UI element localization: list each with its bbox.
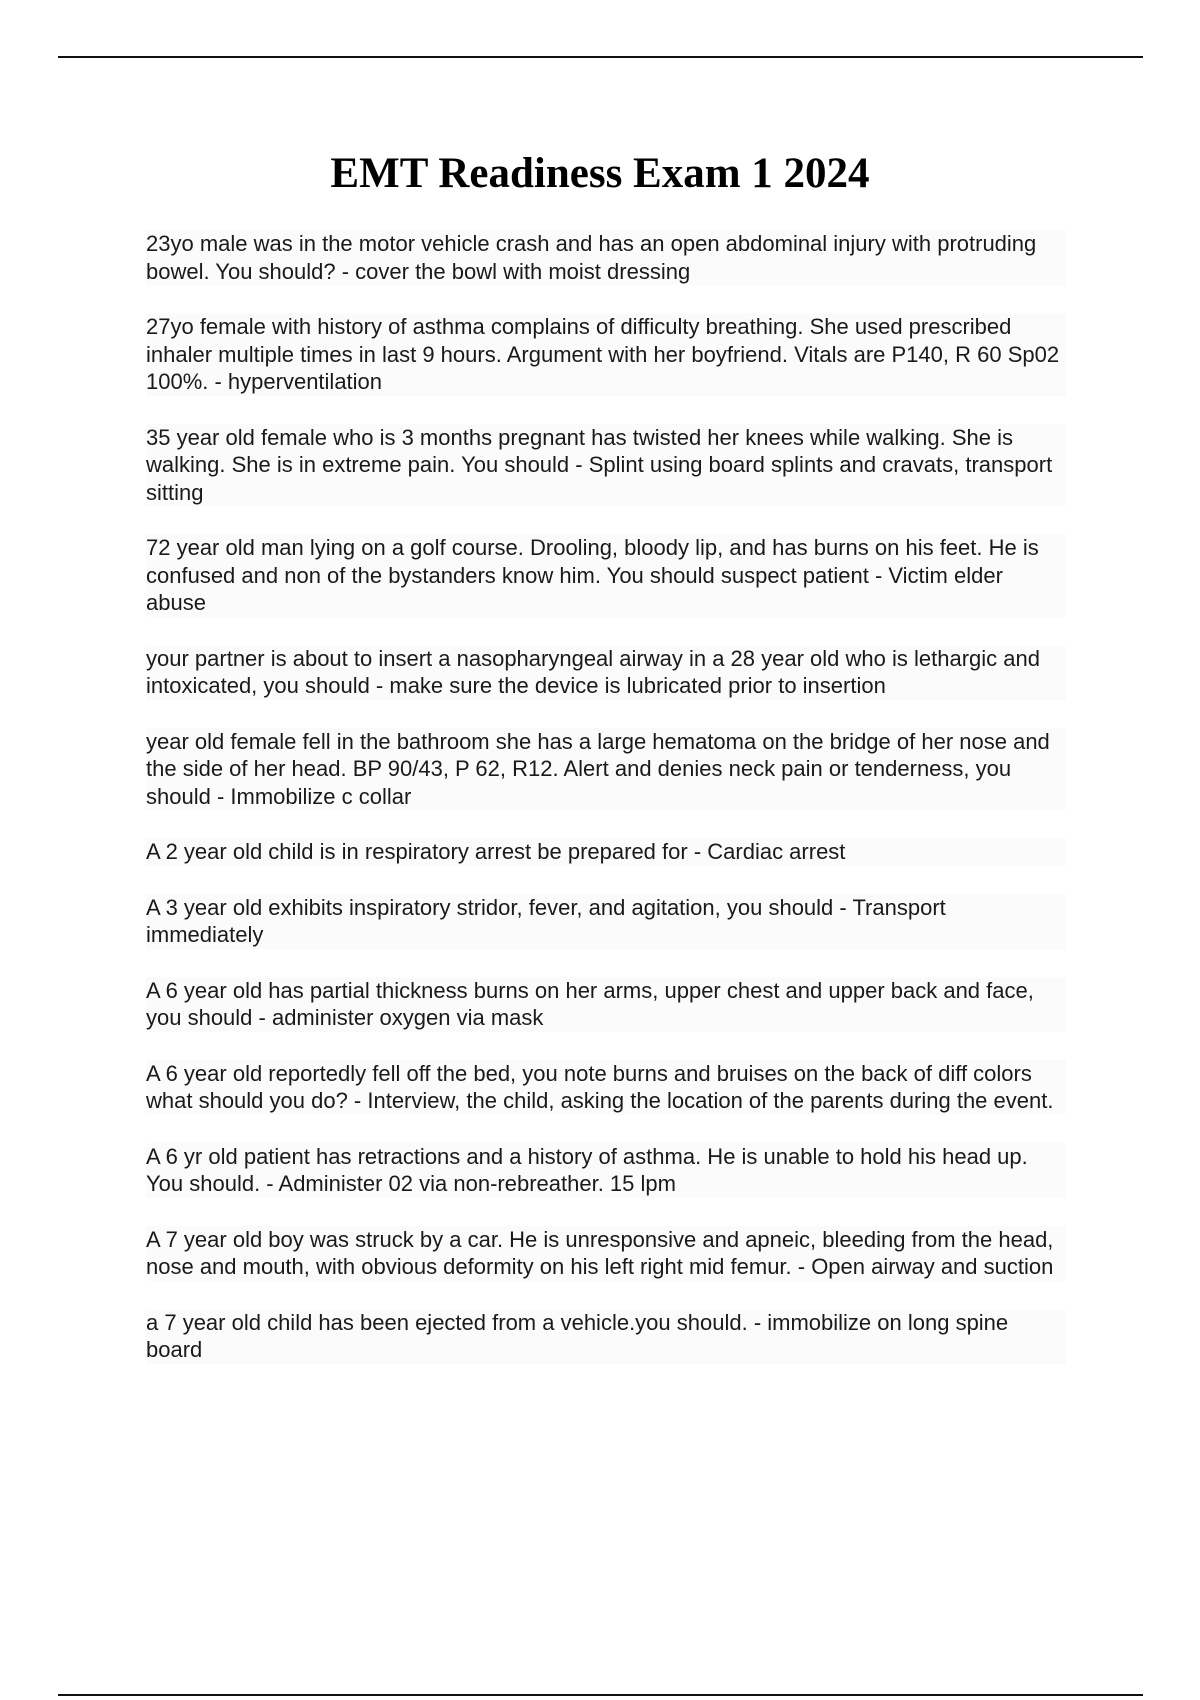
top-divider xyxy=(58,56,1143,58)
question-item: your partner is about to insert a nasopharyngeal airway in a 28 year old who is lethargic and intoxicated, you should - make sure the device is lubricated prior to insertion xyxy=(146,645,1066,700)
bottom-divider xyxy=(58,1694,1143,1696)
question-item: 27yo female with history of asthma complains of difficulty breathing. She used prescribed inhaler multiple times in last 9 hours. Argument with her boyfriend. Vitals are P140, R 60 Sp02 100%. - hyperventilation xyxy=(146,313,1066,396)
question-item: A 2 year old child is in respiratory arrest be prepared for - Cardiac arrest xyxy=(146,838,1066,866)
question-item: A 7 year old boy was struck by a car. He is unresponsive and apneic, bleeding from the head, nose and mouth, with obvious deformity on his left right mid femur. - Open airway and suction xyxy=(146,1226,1066,1281)
question-item: A 6 yr old patient has retractions and a history of asthma. He is unable to hold his head up. You should. - Administer 02 via non-rebreather. 15 lpm xyxy=(146,1143,1066,1198)
question-item: 23yo male was in the motor vehicle crash and has an open abdominal injury with protruding bowel. You should? - cover the bowl with moist dressing xyxy=(146,230,1066,285)
question-item: 35 year old female who is 3 months pregnant has twisted her knees while walking. She is walking. She is in extreme pain. You should - Splint using board splints and cravats, transport sitting xyxy=(146,424,1066,507)
document-title: EMT Readiness Exam 1 2024 xyxy=(330,150,870,197)
question-item: A 3 year old exhibits inspiratory stridor, fever, and agitation, you should - Transport immediately xyxy=(146,894,1066,949)
question-list xyxy=(146,230,1066,1392)
question-item: A 6 year old reportedly fell off the bed, you note burns and bruises on the back of diff colors what should you do? - Interview, the child, asking the location of the parents during the event. xyxy=(146,1060,1066,1115)
question-item: 72 year old man lying on a golf course. Drooling, bloody lip, and has burns on his feet. He is confused and non of the bystanders know him. You should suspect patient - Victim elder abuse xyxy=(146,534,1066,617)
question-item: year old female fell in the bathroom she has a large hematoma on the bridge of her nose and the side of her head. BP 90/43, P 62, R12. Alert and denies neck pain or tenderness, you should - Immobilize c collar xyxy=(146,728,1066,811)
question-item: A 6 year old has partial thickness burns on her arms, upper chest and upper back and face, you should - administer oxygen via mask xyxy=(146,977,1066,1032)
question-item: a 7 year old child has been ejected from a vehicle.you should. - immobilize on long spine board xyxy=(146,1309,1066,1364)
